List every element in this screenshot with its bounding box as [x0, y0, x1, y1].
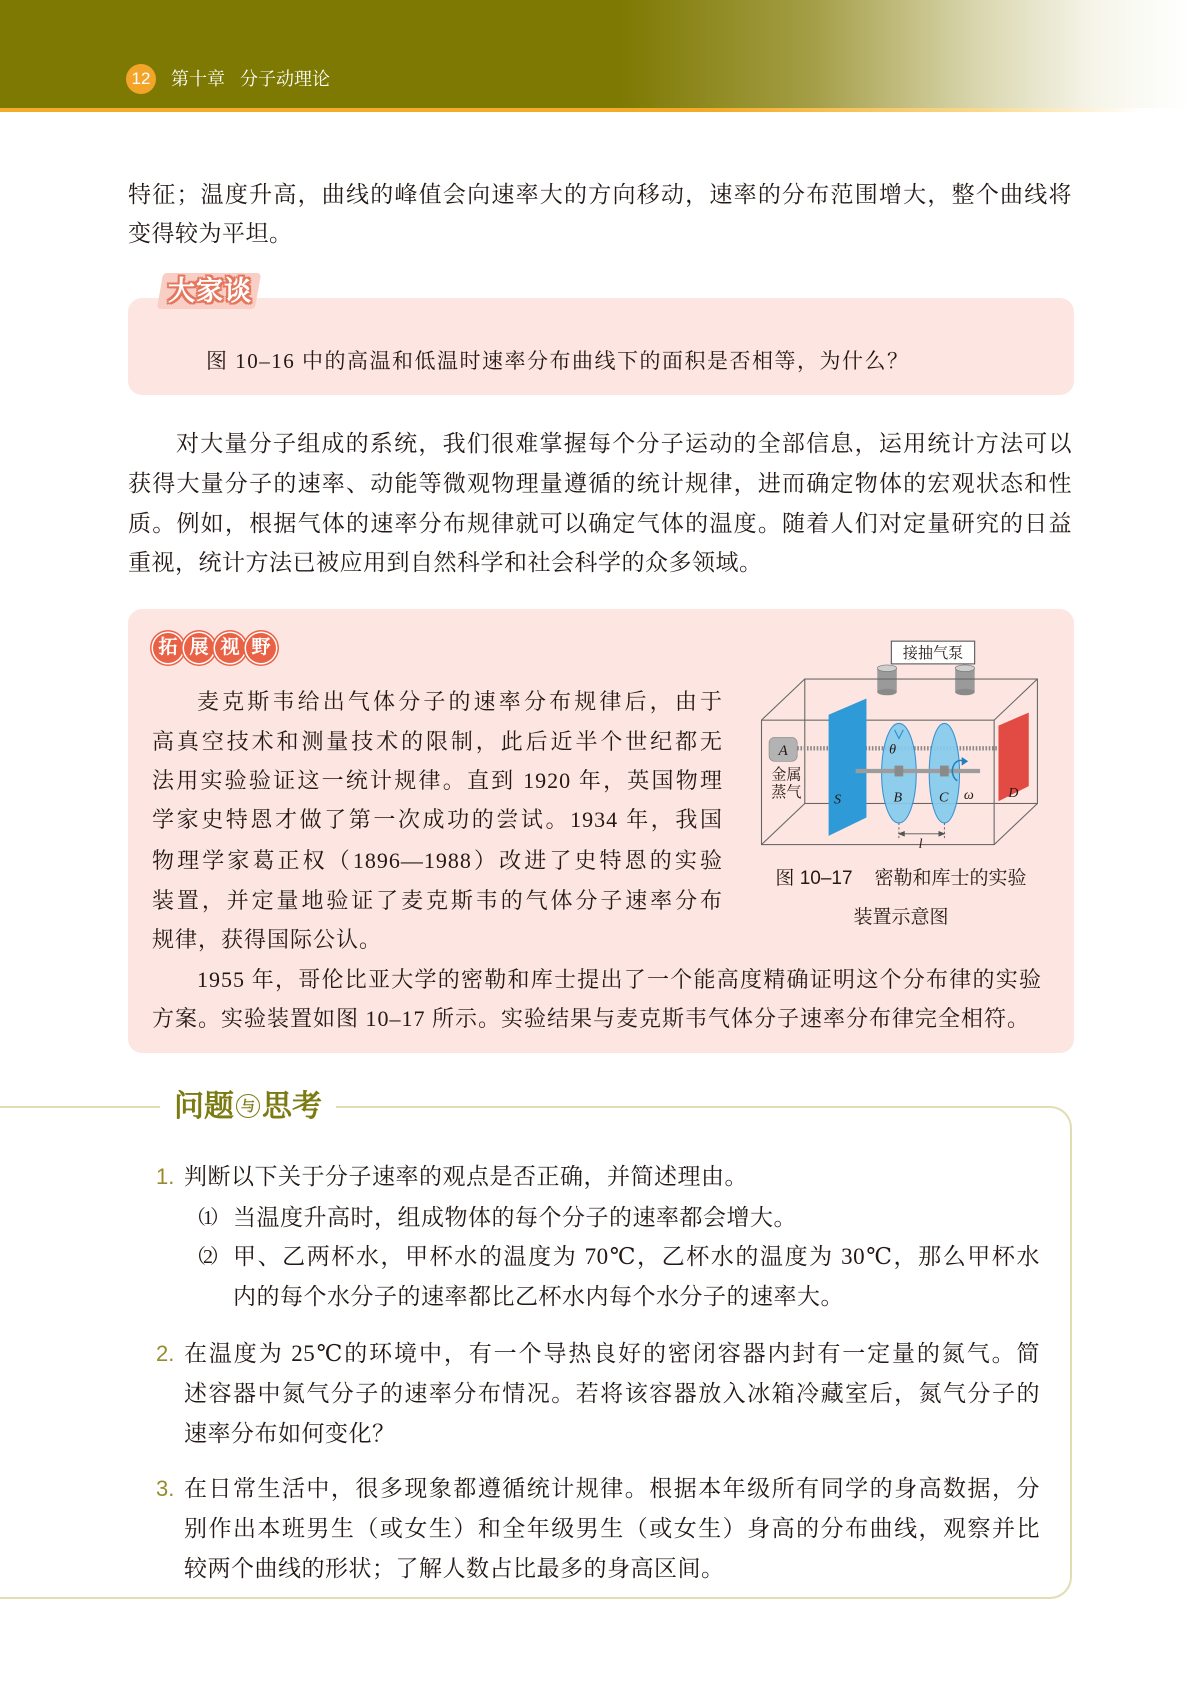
box-text-line: 规律，获得国际公认。 [152, 927, 383, 952]
box-text-line: 高真空技术和测量技术的限制，此后近半个世纪都无 [152, 729, 723, 754]
paragraph-line: 特征；温度升高，曲线的峰值会向速率大的方向移动，速率的分布范围增大，整个曲线将 [128, 182, 1072, 207]
pump-port-right [955, 665, 974, 695]
subquestion-line: 内的每个水分子的速率都比乙杯水内每个水分子的速率大。 [233, 1284, 844, 1309]
subquestion-line: 甲、乙两杯水，甲杯水的温度为 70℃，乙杯水的温度为 30℃，那么甲杯水 [233, 1244, 1040, 1269]
question-line: 较两个曲线的形状；了解人数占比最多的身高区间。 [184, 1556, 725, 1581]
figure-caption-line: 密勒和库士的实验 [874, 868, 1027, 889]
apparatus-diagram [758, 639, 1042, 850]
disk-hub [940, 766, 949, 777]
question-number: 2. [156, 1341, 175, 1366]
subquestion-label: （2） [186, 1246, 227, 1268]
paragraph-line: 质。例如，根据气体的速率分布规律就可以确定气体的温度。随着人们对定量研究的日益 [128, 511, 1072, 536]
question-number: 1. [156, 1164, 175, 1189]
box-text-line: 1955 年，哥伦比亚大学的密勒和库士提出了一个能高度精确证明这个分布律的实验 [197, 967, 1042, 992]
box-text-line: 学家史特恩才做了第一次成功的尝试。1934 年，我国 [152, 807, 723, 832]
figure-caption [758, 860, 1044, 898]
vapor-label-line: 蒸气 [771, 784, 802, 801]
box-text-line: 方案。实验装置如图 10–17 所示。实验结果与麦克斯韦气体分子速率分布律完全相符。 [152, 1006, 1031, 1031]
question-line: 在日常生活中，很多现象都遵循统计规律。根据本年级所有同学的身高数据，分 [184, 1476, 1040, 1501]
question-line: 别作出本班男生（或女生）和全年级男生（或女生）身高的分布曲线，观察并比 [184, 1516, 1040, 1541]
vapor-label-line: 金属 [771, 767, 802, 784]
disk-hub [895, 766, 904, 777]
question-line: 判断以下关于分子速率的观点是否正确，并简述理由。 [184, 1164, 748, 1189]
pump-port-left [877, 665, 896, 695]
subquestion-line: 当温度升高时，组成物体的每个分子的速率都会增大。 [233, 1205, 797, 1230]
chapter-number: 第十章 [171, 69, 225, 89]
label-s: S [833, 791, 842, 808]
label-d: D [1008, 784, 1019, 801]
question-line: 述容器中氮气分子的速率分布情况。若将该容器放入冰箱冷藏室后，氮气分子的 [184, 1381, 1040, 1406]
label-omega: ω [963, 787, 974, 804]
discussion-label: 大家谈 [168, 276, 252, 306]
slit-plate-s [829, 699, 867, 836]
figure-number: 图 10–17 [775, 868, 853, 889]
page-number: 12 [131, 69, 151, 88]
page-number-badge [126, 64, 156, 94]
question-line: 速率分布如何变化？ [184, 1421, 396, 1446]
box-text-line: 麦克斯韦给出气体分子的速率分布规律后，由于 [197, 689, 723, 714]
extended-label-char: 展 [184, 633, 214, 663]
question-line: 在温度为 25℃的环境中，有一个导热良好的密闭容器内封有一定量的氮气。简 [184, 1341, 1040, 1366]
label-theta: θ [889, 741, 897, 758]
label-c: C [938, 789, 949, 806]
label-b: B [893, 789, 903, 806]
questions-title [160, 1085, 336, 1129]
figure-caption-line: 装置示意图 [853, 907, 949, 928]
paragraph-line: 获得大量分子的速率、动能等微观物理量遵循的统计规律，进而确定物体的宏观状态和性 [128, 471, 1072, 496]
question-number: 3. [156, 1476, 175, 1501]
label-l: l [918, 835, 923, 850]
paragraph-line: 重视，统计方法已被应用到自然科学和社会科学的众多领域。 [128, 550, 763, 575]
pump-label: 接抽气泵 [902, 645, 964, 662]
extended-label-char: 野 [246, 633, 276, 663]
header-accent-line [0, 108, 1191, 112]
extended-label-char: 拓 [153, 633, 183, 663]
chapter-title: 分子动理论 [240, 69, 330, 89]
discussion-question: 图 10–16 中的高温和低温时速率分布曲线下的面积是否相等，为什么？ [206, 349, 910, 373]
extended-label-char: 视 [215, 633, 245, 663]
rotation-arrowhead-icon [962, 757, 968, 766]
questions-title-join: 与 [236, 1094, 260, 1118]
paragraph-line: 对大量分子组成的系统，我们很难掌握每个分子运动的全部信息，运用统计方法可以 [176, 431, 1072, 456]
box-text-line: 装置，并定量地验证了麦克斯韦的气体分子速率分布 [152, 888, 723, 913]
subquestion-label: （1） [186, 1207, 227, 1229]
questions-title-left: 问题 [174, 1090, 234, 1123]
box-text-line: 法用实验验证这一统计规律。直到 1920 年，英国物理 [152, 768, 723, 793]
label-a: A [778, 742, 788, 759]
questions-title-right: 思考 [262, 1090, 322, 1123]
paragraph-line: 变得较为平坦。 [128, 221, 293, 246]
box-text-line: 物理学家葛正权（1896—1988）改进了史特恩的实验 [152, 848, 723, 873]
